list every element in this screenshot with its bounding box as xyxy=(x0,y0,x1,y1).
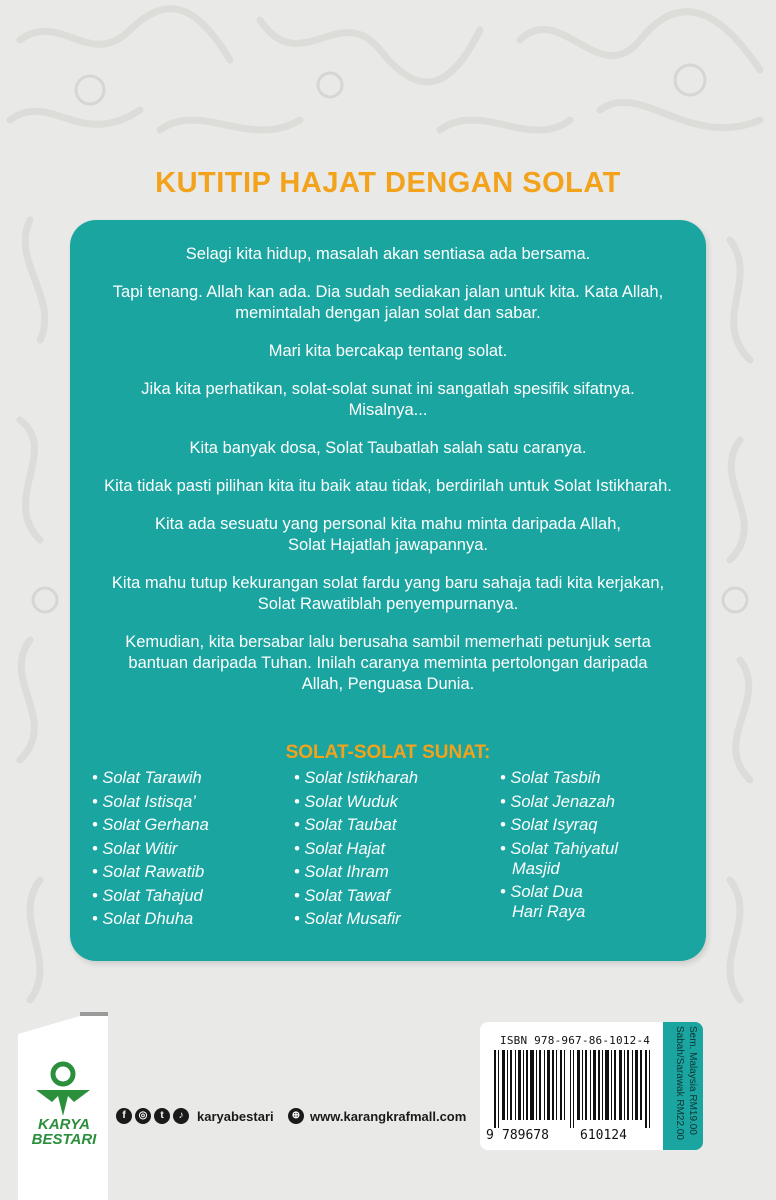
paragraph: Kita mahu tutup kekurangan solat fardu yang baru sahaja tadi kita kerjakan, Solat Rawatiblah penyempurnanya. xyxy=(111,574,665,613)
sunat-list-heading: SOLAT-SOLAT SUNAT: xyxy=(285,742,491,763)
list-item: • Solat Witir xyxy=(92,839,178,858)
list-item: • Solat Istisqa’ xyxy=(92,792,196,811)
twitter-icon[interactable]: t xyxy=(154,1108,170,1124)
sunat-list-column-3 xyxy=(500,768,618,926)
list-item: • Solat Rawatib xyxy=(92,863,205,881)
list-item: • Solat Gerhana xyxy=(92,816,209,834)
list-item: • Solat Tahajud xyxy=(92,886,203,905)
social-links xyxy=(116,1108,274,1124)
barcode-digit-group: 610124 xyxy=(580,1128,627,1143)
isbn-number: ISBN 978-967-86-1012-4 xyxy=(500,1034,651,1047)
list-item: • Solat Tahiyatul Masjid xyxy=(500,839,618,878)
list-item: • Solat Hajat xyxy=(294,839,386,858)
sunat-list-column-2 xyxy=(294,768,418,933)
paragraph: Jika kita perhatikan, solat-solat sunat ini sangatlah spesifik sifatnya. Misalnya... xyxy=(141,380,635,419)
paragraph: Mari kita bercakap tentang solat. xyxy=(268,342,508,360)
publisher-logo-ribbon xyxy=(18,1012,108,1200)
barcode-digit-group: 9 xyxy=(486,1128,494,1143)
barcode-digits xyxy=(486,1128,658,1143)
tiktok-icon[interactable]: ♪ xyxy=(173,1108,189,1124)
instagram-icon[interactable]: ◎ xyxy=(135,1108,151,1124)
list-item: • Solat Tasbih xyxy=(500,769,601,787)
facebook-icon[interactable]: f xyxy=(116,1108,132,1124)
globe-icon: ⊕ xyxy=(288,1108,304,1124)
website-url[interactable]: www.karangkrafmall.com xyxy=(310,1108,467,1124)
paragraph: Kita tidak pasti pilihan kita itu baik atau tidak, berdirilah untuk Solat Istikharah. xyxy=(104,477,672,495)
paragraph: Kemudian, kita bersabar lalu berusaha sambil memerhati petunjuk serta bantuan daripada Tuhan. Inilah caranya meminta pertolongan daripada Allah, Penguasa Dunia. xyxy=(125,633,651,693)
price-box xyxy=(663,1022,703,1150)
logo-line: BESTARI xyxy=(31,1131,97,1148)
price-text xyxy=(667,1026,699,1146)
sunat-list-column-1 xyxy=(92,768,209,933)
list-item: • Solat Dhuha xyxy=(92,910,194,928)
paragraph: Kita ada sesuatu yang personal kita mahu minta daripada Allah, Solat Hajatlah jawapannya. xyxy=(155,515,621,554)
logo-line: KARYA xyxy=(38,1116,90,1133)
publisher-logo-text xyxy=(24,1117,104,1147)
synopsis-panel xyxy=(70,220,706,961)
list-item: • Solat Istikharah xyxy=(294,769,419,787)
list-item: • Solat Dua Hari Raya xyxy=(500,883,586,921)
barcode-box xyxy=(480,1022,663,1150)
list-item: • Solat Tawaf xyxy=(294,886,390,905)
back-cover-title: KUTITIP HAJAT DENGAN SOLAT xyxy=(155,167,621,199)
paragraph: Kita banyak dosa, Solat Taubatlah salah satu caranya. xyxy=(189,439,587,457)
price-peninsular: Sem. Malaysia RM19.00 xyxy=(687,1026,698,1135)
list-item: • Solat Isyraq xyxy=(500,816,598,834)
website-link xyxy=(288,1108,466,1124)
synopsis-text xyxy=(90,244,686,712)
list-item: • Solat Tarawih xyxy=(92,769,202,787)
price-east-malaysia: Sabah/Sarawak RM22.00 xyxy=(674,1026,685,1140)
paragraph: Tapi tenang. Allah kan ada. Dia sudah sediakan jalan untuk kita. Kata Allah, memintalah dengan jalan solat dan sabar. xyxy=(112,283,664,322)
list-item: • Solat Musafir xyxy=(294,910,401,928)
social-handle[interactable]: karyabestari xyxy=(197,1108,274,1124)
list-item: • Solat Taubat xyxy=(294,816,397,834)
list-item: • Solat Ihram xyxy=(294,863,389,881)
barcode-icon xyxy=(494,1050,654,1128)
list-item: • Solat Jenazah xyxy=(500,792,615,811)
list-item: • Solat Wuduk xyxy=(294,792,398,811)
barcode-digit-group: 789678 xyxy=(502,1128,549,1143)
paragraph: Selagi kita hidup, masalah akan sentiasa ada bersama. xyxy=(185,245,591,263)
